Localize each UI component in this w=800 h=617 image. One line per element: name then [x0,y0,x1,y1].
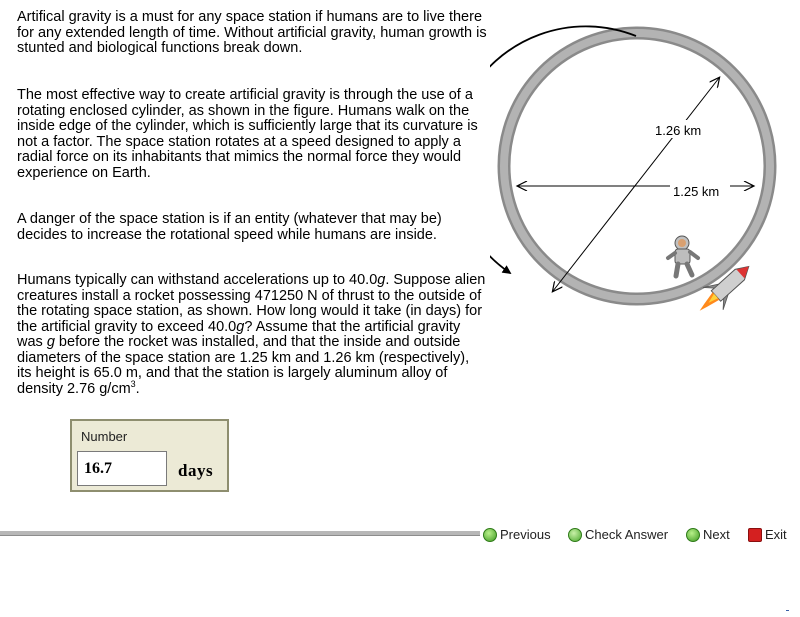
station-ring-highlight [504,33,770,299]
answer-label: Number [81,429,128,444]
question-text: Humans typically can withstand accelerations up to 40.0 [17,272,378,288]
exit-button[interactable] [748,527,787,542]
space-station-figure [490,20,790,320]
navigation-bar [0,527,800,543]
question-text: . Suppose alien creatures install a rocket possessing 471250 N of thrust to the outside of the rotating space station, as shown. How long would it take (in days) for the artificial gravity to exceed 40.0 [17,272,486,335]
exponent: 3 [130,378,136,389]
outer-diameter-label: 1.26 km [655,123,702,138]
method-paragraph: The most effective way to create artificial gravity is through the use of a rotating enclosed cylinder, as shown in the figure. Humans walk on the inside edge of the cylinder, which is sufficiently large that its curvature is not a factor. The space station rotates at a speed designed to apply a radial force on its inhabitants that mimics the normal force they would experience on Earth. [17,87,478,181]
g-symbol: g [377,272,386,288]
check-answer-label: Check Answer [585,527,669,542]
decorative-dot [786,610,789,611]
inner-diameter-label: 1.25 km [673,184,720,199]
next-icon [686,528,700,542]
g-symbol: g [46,334,55,350]
next-button[interactable] [686,527,730,542]
check-icon [568,528,582,542]
previous-button[interactable] [483,527,551,542]
divider [0,531,480,536]
question-text: ? Assume that the artificial gravity was [17,318,461,350]
check-answer-button[interactable] [568,527,668,542]
astronaut-icon [668,236,698,276]
question-text: . [135,380,140,397]
question-text: before the rocket was installed, and that the inside and outside diameters of the space station are 1.25 km and 1.26 km (respectively), its height is 65.0 m, and that the station is largely aluminum alloy of density 2.76 g/cm [17,334,470,397]
previous-label: Previous [500,527,551,542]
exit-icon [748,528,762,542]
question-paragraph [17,273,487,397]
danger-paragraph: A danger of the space station is if an entity (whatever that may be) decides to increase the rotational speed while humans are inside. [17,211,442,243]
exit-label: Exit [765,527,787,542]
previous-icon [483,528,497,542]
answer-unit: days [178,461,214,480]
next-label: Next [703,527,730,542]
g-symbol: g [236,318,245,335]
answer-input[interactable] [77,451,167,486]
intro-paragraph: Artifical gravity is a must for any space station if humans are to live there for any extended length of time. Without artificial gravity, human growth is stunted and biological functions break down. [17,9,487,56]
answer-box [70,419,229,492]
